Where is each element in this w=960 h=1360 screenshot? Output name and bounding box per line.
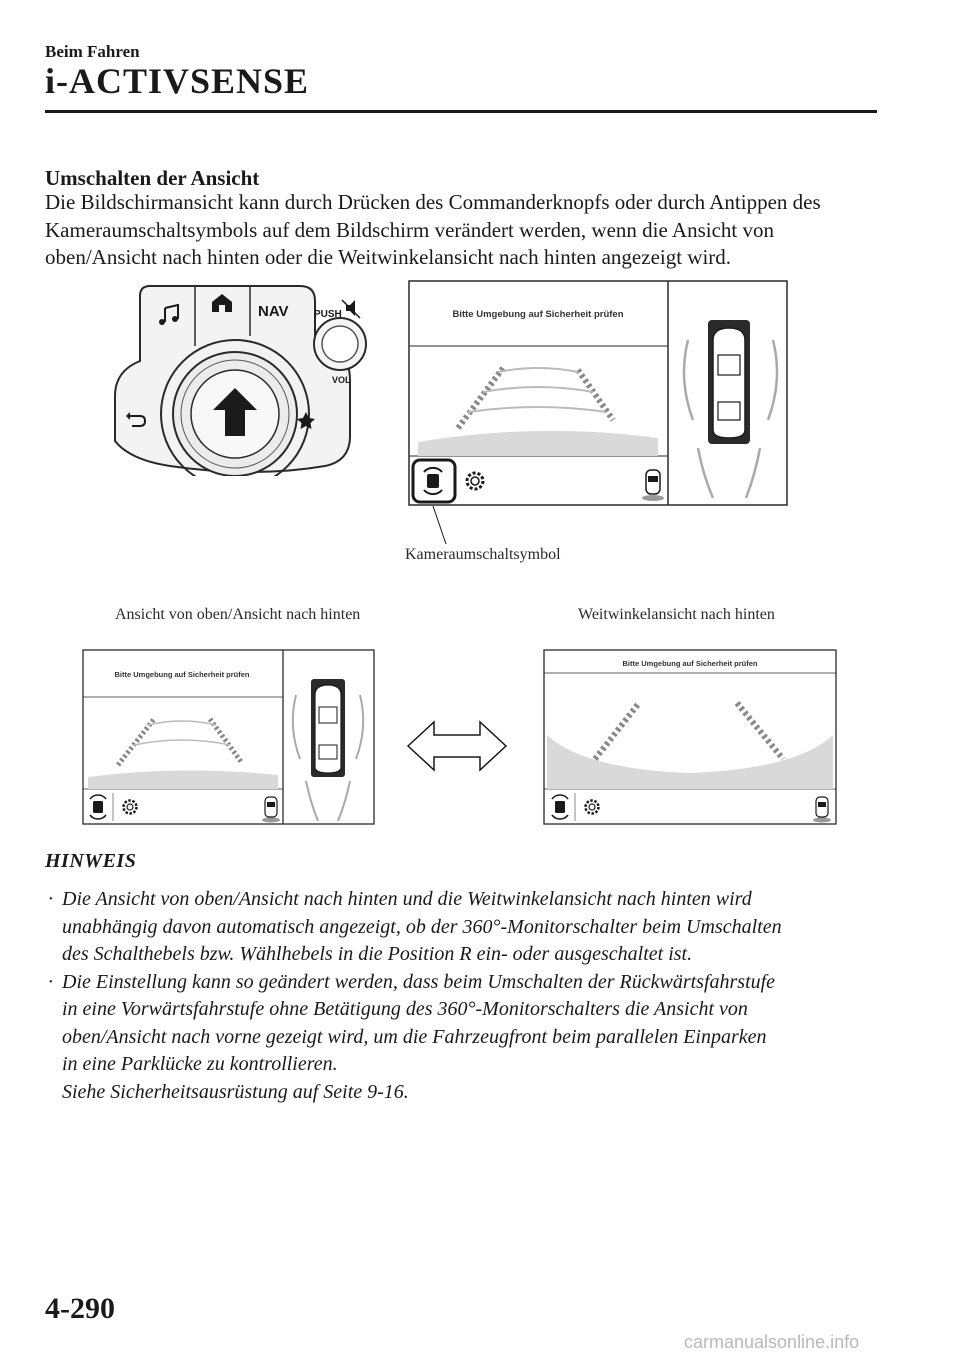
mute-icon (342, 300, 360, 318)
note-line: in eine Parklücke zu kontrollieren. (62, 1053, 338, 1075)
display-wide-rear (543, 649, 837, 825)
note-title: HINWEIS (45, 850, 137, 872)
intro-line: oben/Ansicht nach hinten oder die Weitwinkelansicht nach hinten angezeigt wird. (45, 245, 732, 269)
intro-paragraph (45, 189, 885, 272)
note-item (45, 969, 885, 1107)
page-number: 4-290 (45, 1292, 115, 1325)
screen-message: Bitte Umgebung auf Sicherheit prüfen (452, 309, 624, 320)
note-line: unabhängig davon automatisch angezeigt, ob der 360°-Monitorschalter beim Umschalten (62, 915, 782, 938)
bullet-icon: · (48, 970, 53, 993)
intro-line: Die Bildschirmansicht kann durch Drücken des Commanderknopfs oder durch Antippen des (45, 190, 821, 214)
vehicle-view-icon (642, 470, 664, 501)
nav-label: NAV (258, 303, 289, 320)
bullet-icon: · (48, 888, 53, 910)
caption-top-rear-view: Ansicht von oben/Ansicht nach hinten (115, 606, 361, 623)
note-line: des Schalthebels bzw. Wählhebels in die Position R ein- oder ausgeschaltet ist. (62, 943, 693, 965)
section-heading: Umschalten der Ansicht (45, 166, 260, 190)
intro-line: Kameraumschaltsymbols auf dem Bildschirm verändert werden, wenn die Ansicht von (45, 217, 774, 242)
camera-switch-callout-label: Kameraumschaltsymbol (405, 546, 561, 563)
vehicle-view-icon (262, 797, 280, 823)
screen-message: Bitte Umgebung auf Sicherheit prüfen (622, 659, 758, 668)
note-line: in eine Vorwärtsfahrstufe ohne Betätigung des 360°-Monitorschalters die Ansicht von (62, 998, 748, 1020)
header-divider (45, 110, 877, 113)
push-label: PUSH (314, 309, 342, 320)
caption-wide-rear-view: Weitwinkelansicht nach hinten (578, 606, 775, 623)
note-reference[interactable]: Siehe Sicherheitsausrüstung auf Seite 9-16. (62, 1080, 409, 1103)
display-top-rear-large (408, 280, 788, 506)
vehicle-view-icon (813, 797, 831, 823)
note-item (45, 886, 885, 969)
chapter-title: i-ACTIVSENSE (45, 61, 310, 101)
section-label: Beim Fahren (45, 42, 140, 61)
vol-label: VOL (332, 375, 351, 385)
screen-message: Bitte Umgebung auf Sicherheit prüfen (114, 670, 250, 679)
commander-knob-illustration (110, 276, 390, 476)
note-line: Die Ansicht von oben/Ansicht nach hinten und die Weitwinkelansicht nach hinten wird (62, 888, 752, 910)
note-line: oben/Ansicht nach vorne gezeigt wird, um die Fahrzeugfront beim parallelen Einparken (62, 1025, 767, 1048)
watermark: carmanualsonline.info (684, 1332, 860, 1352)
callout-line (430, 506, 460, 546)
toggle-double-arrow-icon (406, 718, 508, 774)
note-list (45, 886, 885, 1106)
display-top-rear-small (82, 649, 375, 825)
note-line: Die Einstellung kann so geändert werden, dass beim Umschalten der Rückwärtsfahrstufe (62, 970, 776, 993)
